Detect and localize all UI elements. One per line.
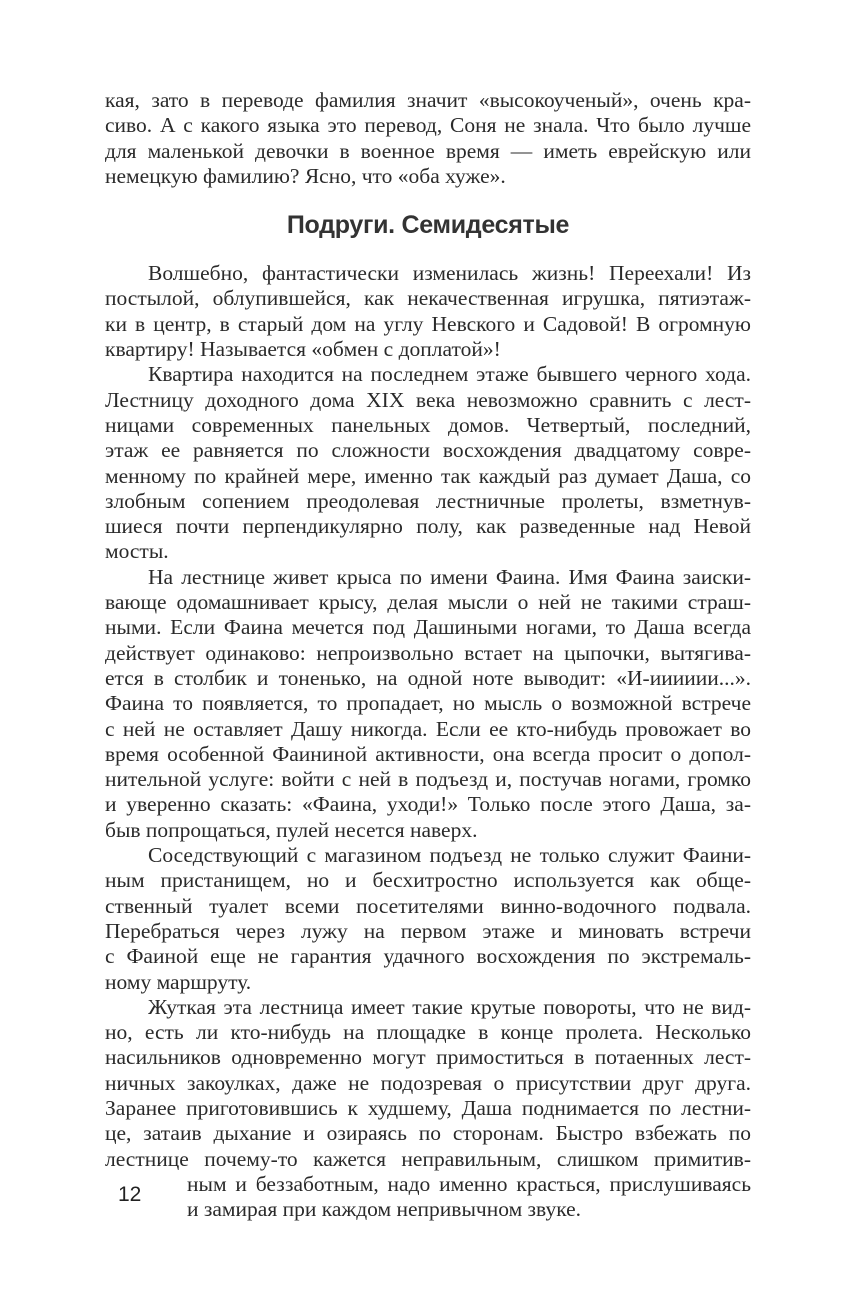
text-line: нительной услуге: войти с ней в подъезд и, постучав ногами, громко — [105, 767, 751, 792]
text-line: время особенной Фаининой активности, она всегда просит о допол- — [105, 741, 751, 766]
text-line: ным пристанищем, но и бесхитростно используется как обще- — [105, 868, 751, 893]
page-number: 12 — [118, 1183, 142, 1206]
text-line: насильников одновременно могут примоститься в потаенных лест- — [105, 1045, 751, 1070]
text-line: быв попрощаться, пулей несется наверх. — [105, 817, 478, 842]
text-line: Соседствующий с магазином подъезд не только служит Фаини- — [148, 843, 751, 868]
text-line: шиеся почти перпендикулярно полу, как разведенные над Невой — [105, 514, 751, 539]
text-line: ным и беззаботным, надо именно красться, прислушиваясь — [187, 1171, 751, 1196]
text-line: Заранее приготовившись к худшему, Даша поднимается по лестни- — [105, 1095, 751, 1120]
text-line: ется в столбик и тоненько, на одной ноте выводит: «И-ииииии...». — [105, 665, 751, 690]
text-line: с Фаиной еще не гарантия удачного восхождения по экстремаль- — [105, 944, 751, 969]
chapter-heading: Подруги. Семидесятые — [286, 211, 570, 240]
text-line: Лестницу доходного дома XIX века невозможно сравнить с лест- — [105, 387, 751, 412]
text-line: сиво. А с какого языка это перевод, Соня не знала. Что было лучше — [105, 113, 751, 138]
text-line: Перебраться через лужу на первом этаже и миновать встречи — [105, 918, 751, 943]
text-line: ницами современных панельных домов. Четвертый, последний, — [105, 412, 751, 437]
text-line: но, есть ли кто-нибудь на площадке в конце пролета. Несколько — [105, 1020, 751, 1045]
text-line: це, затаив дыхание и озираясь по сторонам. Быстро взбежать по — [105, 1121, 751, 1146]
paragraph — [105, 362, 751, 564]
text-line: мосты. — [105, 539, 169, 564]
text-line: ки в центр, в старый дом на углу Невского и Садовой! В огромную — [105, 311, 751, 336]
text-line: квартиру! Называется «обмен с доплатой»! — [105, 337, 501, 362]
text-line: действует одинаково: непроизвольно встает на цыпочки, вытягива- — [105, 640, 751, 665]
text-line: и замирая при каждом непривычном звуке. — [187, 1197, 582, 1222]
text-line: ному маршруту. — [105, 969, 252, 994]
paragraph — [105, 565, 751, 843]
text-line: ничных закоулках, даже не подозревая о присутствии друг друга. — [105, 1070, 751, 1095]
text-line: На лестнице живет крыса по имени Фаина. Имя Фаина заиски- — [148, 564, 751, 589]
text-line: Жуткая эта лестница имеет такие крутые повороты, что не вид- — [148, 994, 751, 1019]
text-line: кая, зато в переводе фамилия значит «высокоученый», очень кра- — [105, 88, 751, 112]
text-line: с ней не оставляет Дашу никогда. Если ее кто-нибудь провожает во — [105, 716, 751, 741]
continued-paragraph — [105, 88, 751, 189]
text-line: ственный туалет всеми посетителями винно-водочного подвала. — [105, 893, 751, 918]
text-line: Квартира находится на последнем этаже бывшего черного хода. — [148, 362, 751, 387]
text-line: этаж ее равняется по сложности восхождения двадцатому совре- — [105, 438, 751, 463]
text-line: вающе одомашнивает крысу, делая мысли о ней не такими страш- — [105, 590, 751, 615]
text-line: для маленькой девочки в военное время — иметь еврейскую или — [105, 138, 751, 163]
paragraph — [105, 88, 751, 189]
text-line: ными. Если Фаина мечется под Дашиными ногами, то Даша всегда — [105, 615, 751, 640]
book-page — [105, 88, 751, 1222]
paragraph — [105, 843, 751, 995]
text-line: злобным сопением преодолевая лестничные пролеты, взметнув- — [105, 488, 751, 513]
text-line: лестнице почему-то кажется неправильным, слишком примитив- — [105, 1146, 751, 1171]
chapter-body — [105, 261, 751, 1222]
text-line: менному по крайней мере, именно так каждый раз думает Даша, со — [105, 463, 751, 488]
paragraph — [105, 261, 751, 362]
text-line: Фаина то появляется, то пропадает, но мысль о возможной встрече — [105, 691, 751, 716]
text-line: Волшебно, фантастически изменилась жизнь! Переехали! Из — [148, 261, 751, 286]
paragraph — [105, 995, 751, 1223]
text-line: и уверенно сказать: «Фаина, уходи!» Только после этого Даша, за- — [105, 792, 751, 817]
text-line: постылой, облупившейся, как некачественная игрушка, пятиэтаж- — [105, 286, 751, 311]
text-line: немецкую фамилию? Ясно, что «оба хуже». — [105, 163, 506, 188]
